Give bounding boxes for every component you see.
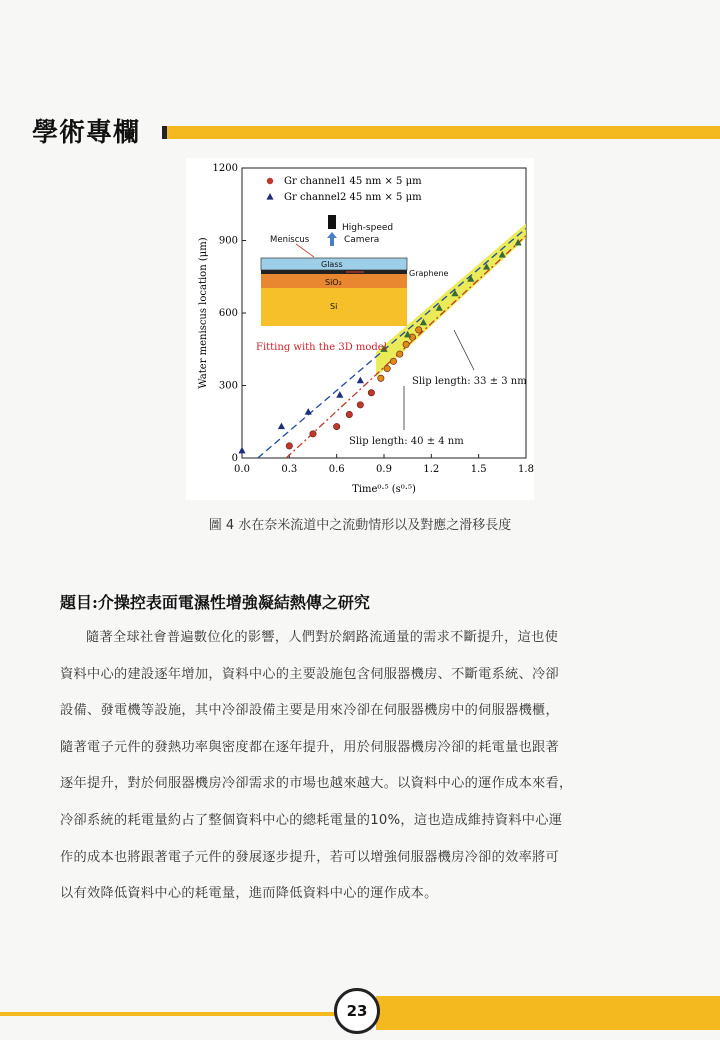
legend-label: Gr channel1 45 nm × 5 μm <box>284 176 422 187</box>
inset-sio2-label: SiO₂ <box>325 278 342 287</box>
section-header <box>32 112 720 152</box>
body-line: 作的成本也將跟著電子元件的發展逐步提升，若可以增強伺服器機房冷卻的效率將可 <box>60 849 560 865</box>
data-point-circle <box>357 402 363 408</box>
slip-length-1: Slip length: 33 ± 3 nm <box>412 376 527 387</box>
data-point-circle <box>310 431 316 437</box>
inset-camera-label-1: High-speed <box>342 223 394 233</box>
page-number: 23 <box>334 988 380 1034</box>
header-accent-bar <box>162 126 720 139</box>
y-tick-label: 300 <box>218 380 238 392</box>
y-tick-label: 1200 <box>212 163 238 174</box>
chart-svg <box>186 158 534 500</box>
y-axis-label: Water meniscus location (μm) <box>198 237 209 389</box>
camera-body <box>328 215 336 229</box>
data-point-circle <box>333 423 339 429</box>
data-point-circle <box>416 327 422 333</box>
data-point-circle <box>346 411 352 417</box>
x-tick-label: 0.3 <box>281 464 298 475</box>
body-line: 隨著電子元件的發熱功率與密度都在逐年提升，用於伺服器機房冷卻的耗電量也跟著 <box>60 739 560 755</box>
x-tick-label: 0.9 <box>376 464 392 475</box>
inset-glass-label: Glass <box>321 260 343 269</box>
body-line: 設備、發電機等設施，其中冷卻設備主要是用來冷卻在伺服器機房中的伺服器機櫃， <box>60 703 560 719</box>
y-tick-label: 900 <box>218 235 238 247</box>
x-tick-label: 1.8 <box>518 464 534 475</box>
inset-si-label: Si <box>330 302 338 311</box>
body-line: 冷卻系統的耗電量約占了整個資料中心的總耗電量的10%，這也造成維持資料中心運 <box>60 812 563 828</box>
legend-label: Gr channel2 45 nm × 5 μm <box>284 192 422 203</box>
inset-graphene-layer <box>261 270 407 274</box>
footer-bar-left <box>0 1012 342 1016</box>
data-point-circle <box>368 390 374 396</box>
body-line: 資料中心的建設逐年增加，資料中心的主要設施包含伺服器機房、不斷電系統、冷卻 <box>60 666 560 682</box>
data-point-circle <box>403 341 409 347</box>
body-line: 隨著全球社會普遍數位化的影響，人們對於網路流通量的需求不斷提升，這也使 <box>86 630 559 645</box>
inset-graphene-label: Graphene <box>409 269 449 278</box>
article-title: 題目:介操控表面電濕性增強凝結熱傳之研究 <box>60 593 370 612</box>
data-point-circle <box>397 351 403 357</box>
data-point-circle <box>384 365 390 371</box>
inset-camera-label-2: Camera <box>344 235 380 245</box>
data-point-circle <box>378 375 384 381</box>
footer-bar-right <box>376 996 720 1030</box>
x-axis-label: Time⁰·⁵ (s⁰·⁵) <box>352 484 416 495</box>
figure-caption: 圖 4 水在奈米流道中之流動情形以及對應之滑移長度 <box>208 518 512 533</box>
y-tick-label: 0 <box>231 453 238 464</box>
x-tick-label: 1.2 <box>423 464 440 475</box>
x-tick-label: 0.6 <box>328 464 345 475</box>
article-body <box>60 628 670 921</box>
x-tick-label: 1.5 <box>470 464 487 475</box>
body-line: 逐年提升，對於伺服器機房冷卻需求的市場也越來越大。以資料中心的運作成本來看， <box>60 776 573 792</box>
x-tick-label: 0.0 <box>234 464 250 475</box>
legend-marker-circle <box>267 178 273 184</box>
slip-length-2: Slip length: 40 ± 4 nm <box>349 436 464 447</box>
data-point-circle <box>390 358 396 364</box>
section-title: 學術專欄 <box>32 118 141 148</box>
inset-meniscus-label: Meniscus <box>270 235 310 245</box>
body-line: 以有效降低資料中心的耗電量，進而降低資料中心的運作成本。 <box>60 886 438 902</box>
figure <box>186 158 534 500</box>
data-point-circle <box>286 443 292 449</box>
y-tick-label: 600 <box>218 308 238 319</box>
fit-model-label: Fitting with the 3D model <box>256 342 387 353</box>
